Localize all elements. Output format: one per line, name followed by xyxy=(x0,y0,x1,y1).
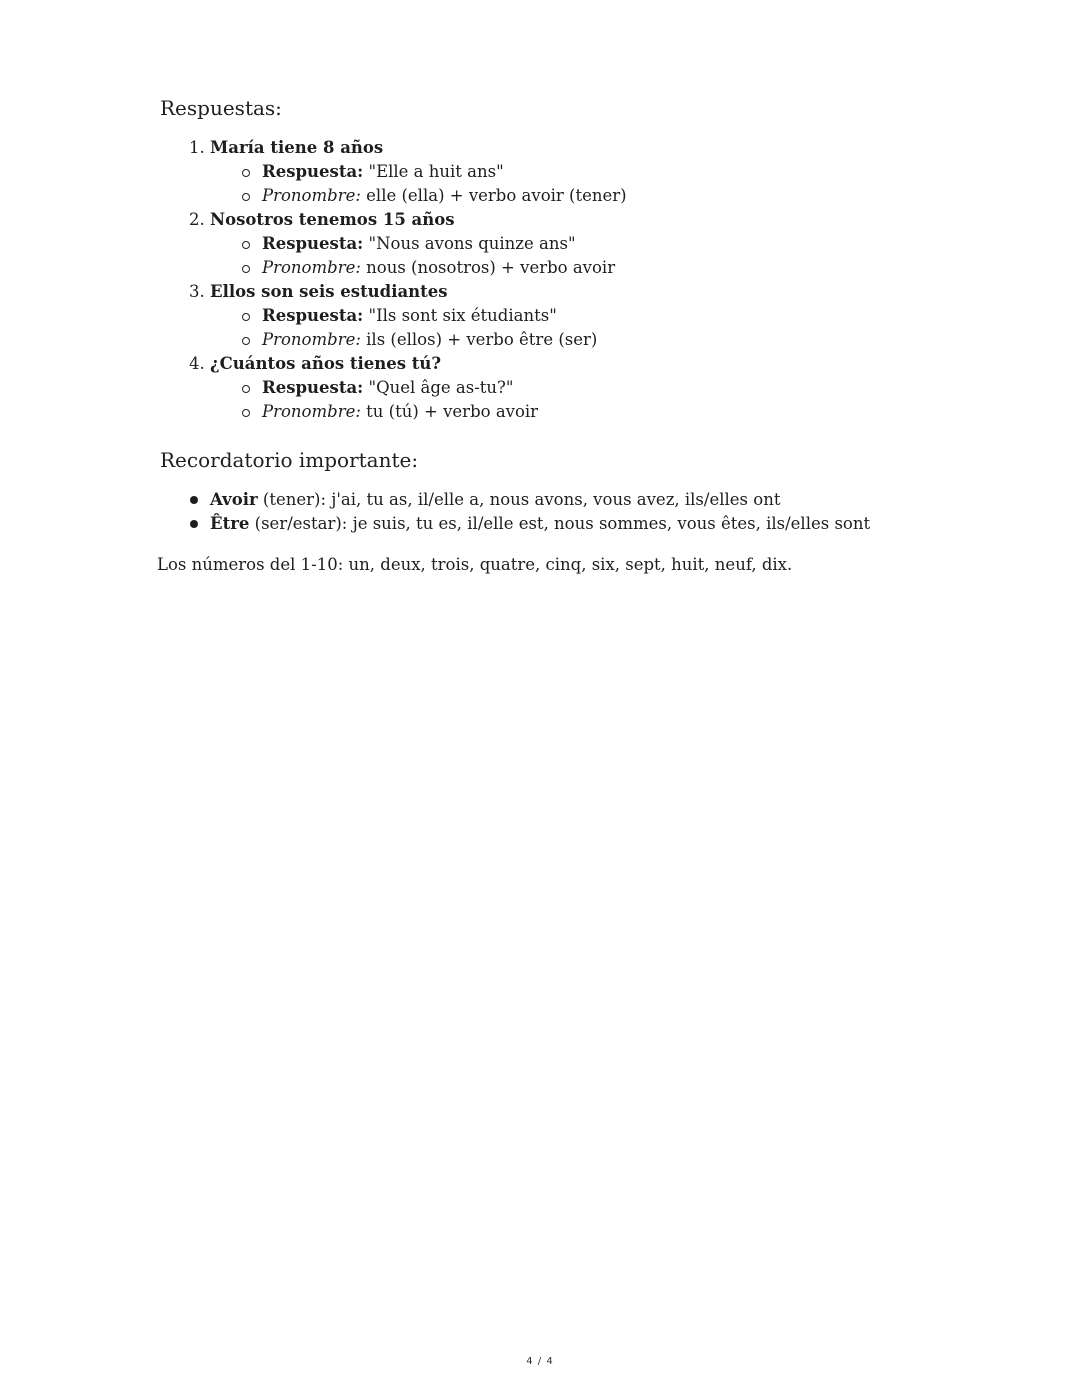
pronoun-label: Pronombre: xyxy=(262,330,361,349)
response-line xyxy=(262,160,937,184)
pronoun-text: elle (ella) + verbo avoir (tener) xyxy=(360,186,627,205)
answer-details xyxy=(210,304,937,352)
pronoun-text: nous (nosotros) + verbo avoir xyxy=(360,258,616,277)
response-text: "Quel âge as-tu?" xyxy=(363,378,514,397)
response-text: "Elle a huit ans" xyxy=(363,162,504,181)
answer-question: ¿Cuántos años tienes tú? xyxy=(210,354,442,373)
pronoun-line xyxy=(262,328,937,352)
response-label: Respuesta: xyxy=(262,306,364,325)
response-text: "Nous avons quinze ans" xyxy=(363,234,576,253)
reminder-text: (ser/estar): je suis, tu es, il/elle est, nous sommes, vous êtes, ils/elles sont xyxy=(249,514,871,533)
pronoun-label: Pronombre: xyxy=(262,186,361,205)
reminder-text: (tener): j'ai, tu as, il/elle a, nous avons, vous avez, ils/elles ont xyxy=(257,490,781,509)
answer-question: Nosotros tenemos 15 años xyxy=(210,210,455,229)
response-label: Respuesta: xyxy=(262,162,364,181)
pronoun-text: tu (tú) + verbo avoir xyxy=(360,402,539,421)
reminder-term: Être xyxy=(210,514,250,533)
reminder-item xyxy=(210,488,937,512)
answer-details xyxy=(210,376,937,424)
pronoun-label: Pronombre: xyxy=(262,402,361,421)
response-label: Respuesta: xyxy=(262,378,364,397)
answer-item xyxy=(210,136,937,208)
response-text: "Ils sont six étudiants" xyxy=(363,306,557,325)
page-content xyxy=(157,94,937,577)
response-line xyxy=(262,232,937,256)
response-label: Respuesta: xyxy=(262,234,364,253)
reminder-item xyxy=(210,512,937,536)
pronoun-line xyxy=(262,256,937,280)
pronoun-line xyxy=(262,400,937,424)
reminder-term: Avoir xyxy=(210,490,258,509)
reminder-heading: Recordatorio importante: xyxy=(160,448,419,472)
numbers-paragraph: Los números del 1-10: un, deux, trois, quatre, cinq, six, sept, huit, neuf, dix. xyxy=(157,555,793,574)
page-number: 4 / 4 xyxy=(526,1356,554,1367)
answer-item xyxy=(210,280,937,352)
answers-heading: Respuestas: xyxy=(160,96,282,120)
answers-list xyxy=(157,136,937,424)
answer-item xyxy=(210,208,937,280)
response-line xyxy=(262,376,937,400)
pronoun-text: ils (ellos) + verbo être (ser) xyxy=(360,330,598,349)
answer-question: Ellos son seis estudiantes xyxy=(210,282,448,301)
pronoun-label: Pronombre: xyxy=(262,258,361,277)
answer-question: María tiene 8 años xyxy=(210,138,384,157)
reminder-list xyxy=(157,488,937,536)
answer-details xyxy=(210,232,937,280)
response-line xyxy=(262,304,937,328)
answer-item xyxy=(210,352,937,424)
answer-details xyxy=(210,160,937,208)
pronoun-line xyxy=(262,184,937,208)
